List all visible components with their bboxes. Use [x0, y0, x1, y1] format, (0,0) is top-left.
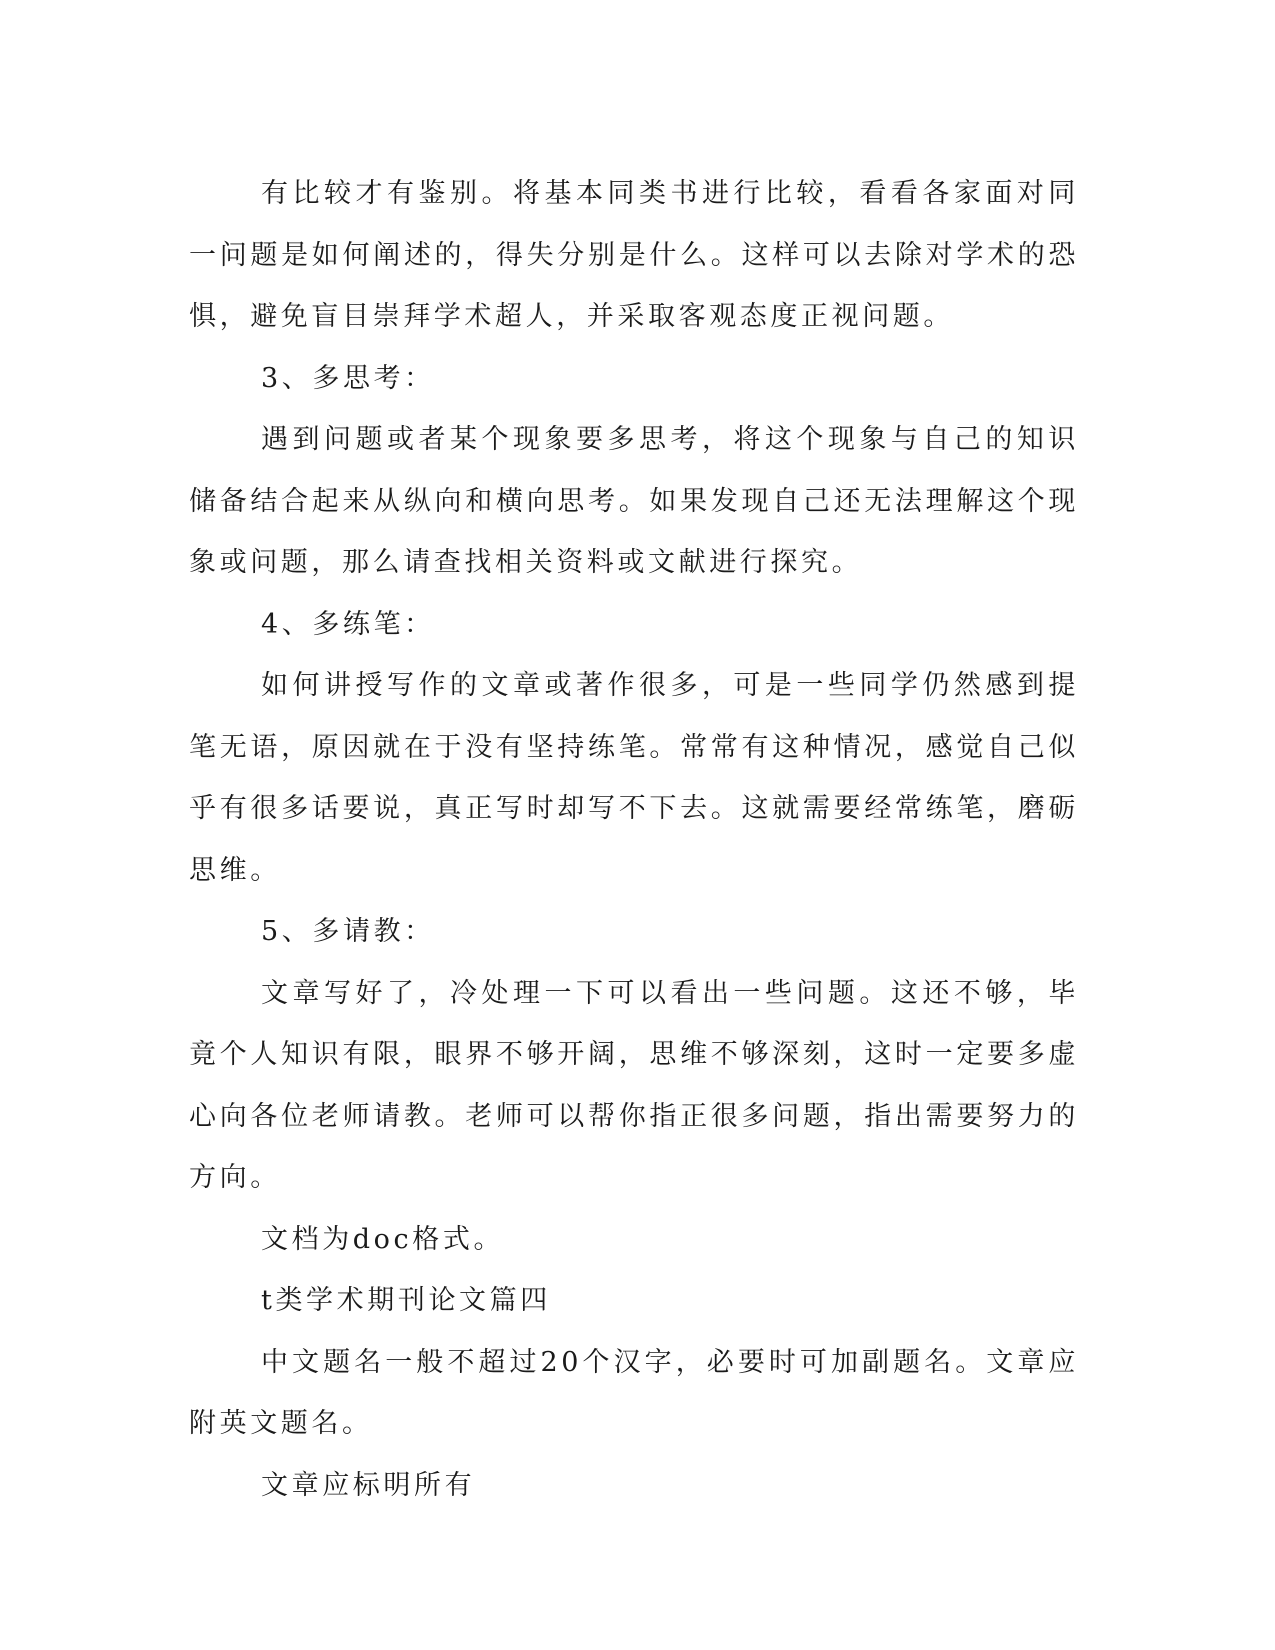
heading-think-more: 3、多思考：	[261, 362, 435, 394]
paragraph-consult-more: 文章写好了，冷处理一下可以看出一些问题。这还不够，毕竟个人知识有限，眼界不够开阔，思维不够深刻，这时一定要多虚心向各位老师请教。老师可以帮你指正很多问题，指出需要努力的方向。	[189, 977, 1079, 1193]
paragraph-article-marking: 文章应标明所有	[261, 1469, 476, 1501]
paragraph-comparison: 有比较才有鉴别。将基本同类书进行比较，看看各家面对同一问题是如何阐述的，得失分别是什么。这样可以去除对学术的恐惧，避免盲目崇拜学术超人，并采取客观态度正视问题。	[189, 178, 1079, 332]
paragraph-think-more: 遇到问题或者某个现象要多思考，将这个现象与自己的知识储备结合起来从纵向和横向思考。如果发现自己还无法理解这个现象或问题，那么请查找相关资料或文献进行探究。	[189, 424, 1079, 578]
heading-journal-paper-four: t类学术期刊论文篇四	[261, 1285, 551, 1316]
heading-consult-more: 5、多请教：	[261, 916, 435, 947]
paragraph-title-rules: 中文题名一般不超过20个汉字，必要时可加副题名。文章应附英文题名。	[189, 1346, 1079, 1439]
paragraph-write-more: 如何讲授写作的文章或著作很多，可是一些同学仍然感到提笔无语，原因就在于没有坚持练笔。常常有这种情况，感觉自己似乎有很多话要说，真正写时却写不下去。这就需要经常练笔，磨砺思维。	[189, 670, 1079, 886]
heading-write-more: 4、多练笔：	[261, 608, 435, 640]
document-body	[189, 163, 1079, 1516]
paragraph-doc-format: 文档为doc格式。	[261, 1223, 505, 1255]
